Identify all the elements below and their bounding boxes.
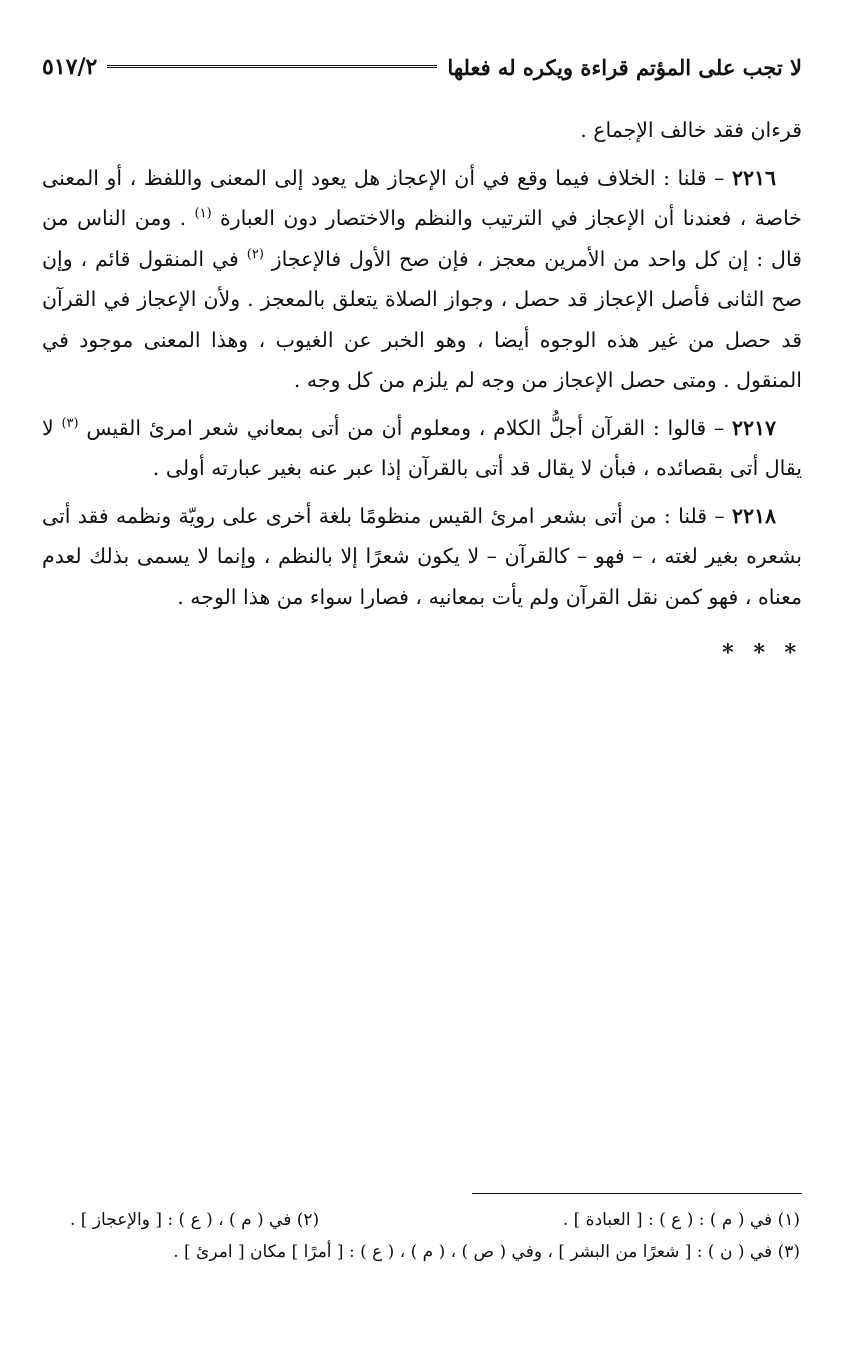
footnote-marker: (٢) [246,246,264,262]
running-head [42,48,802,86]
book-page [42,48,802,1318]
footnote-3: (٣) في ( ن ) : [ شعرًا من البشر ] ، وفي ( ص ) ، ( م ) ، ( ع ) : [ أمرًا ] مكان [ امرئ ] . [173,1242,800,1262]
issue-number: ٢٢١٦ [731,165,776,190]
footnote-2: (٢) في ( م ) ، ( ع ) : [ والإعجاز ] . [70,1210,320,1230]
issue-number: ٢٢١٨ [731,503,776,528]
paragraph-continuation [42,110,802,151]
footnote-1: (١) في ( م ) : ( ع ) : [ العبادة ] . [562,1210,800,1230]
footnote-row [42,1236,802,1268]
paragraph-2216 [42,158,802,401]
paragraph-2217 [42,408,802,489]
footnote-marker: (٣) [61,415,79,431]
paragraph-text: – قلنا : من أتى بشعر امرئ القيس منظومًا بلغة أخرى على رويّة ونظمه فقد أتى بشعره بغير لغته ، – فهو – كالقرآن – لا يكون شعرًا إلا بالنظم ، وإنما لا يسمى بذلك لعدم معناه ، فهو كمن نقل القرآن ولم يأت بمعانيه ، فصارا سواء من هذا الوجه . [42,503,802,609]
footnote-rule [472,1193,802,1194]
paragraph-text: في المنقول قائم ، وإن صح الثانى فأصل الإعجاز قد حصل ، وجواز الصلاة يتعلق بالمعجز . ولأن الإعجاز في القرآن قد حصل من غير هذه الوجوه أيضا ، وهو الخبر عن الغيوب ، وهذا المعنى موجود في المنقول . ومتى حصل الإعجاز من وجه لم يلزم من كل وجه . [42,246,802,392]
paragraph-text: لا يقال أتى بقصائده ، فبأن لا يقال قد أتى بالقرآن إذا عبر عنه بغير عبارته أولى . [42,415,802,480]
section-separator: * * * [722,640,802,666]
paragraph-text: – قالوا : القرآن أجلُّ الكلام ، ومعلوم أن من أتى بمعاني شعر امرئ القيس [86,415,725,440]
header-rule [107,65,437,70]
main-text [42,110,802,674]
paragraph-2218 [42,496,802,618]
paragraph-text: . ومن الناس من قال : إن كل واحد من الأمرين معجز ، فإن صح الأول فالإعجاز [42,206,802,271]
issue-number: ٢٢١٧ [731,415,776,440]
paragraph-text: قرءان فقد خالف الإجماع . [580,118,802,142]
footnote-marker: (١) [194,206,212,222]
footnote-row [42,1204,802,1236]
footnotes [42,1193,802,1268]
paragraph-text: – قلنا : الخلاف فيما وقع في أن الإعجاز هل يعود إلى المعنى واللفظ ، أو المعنى خاصة ، فعندنا أن الإعجاز في الترتيب والنظم والاختصار دون العبارة [42,165,802,230]
page-number: ٥١٧/٢ [42,54,98,80]
running-title: لا تجب على المؤتم قراءة ويكره له فعلها [447,54,802,80]
